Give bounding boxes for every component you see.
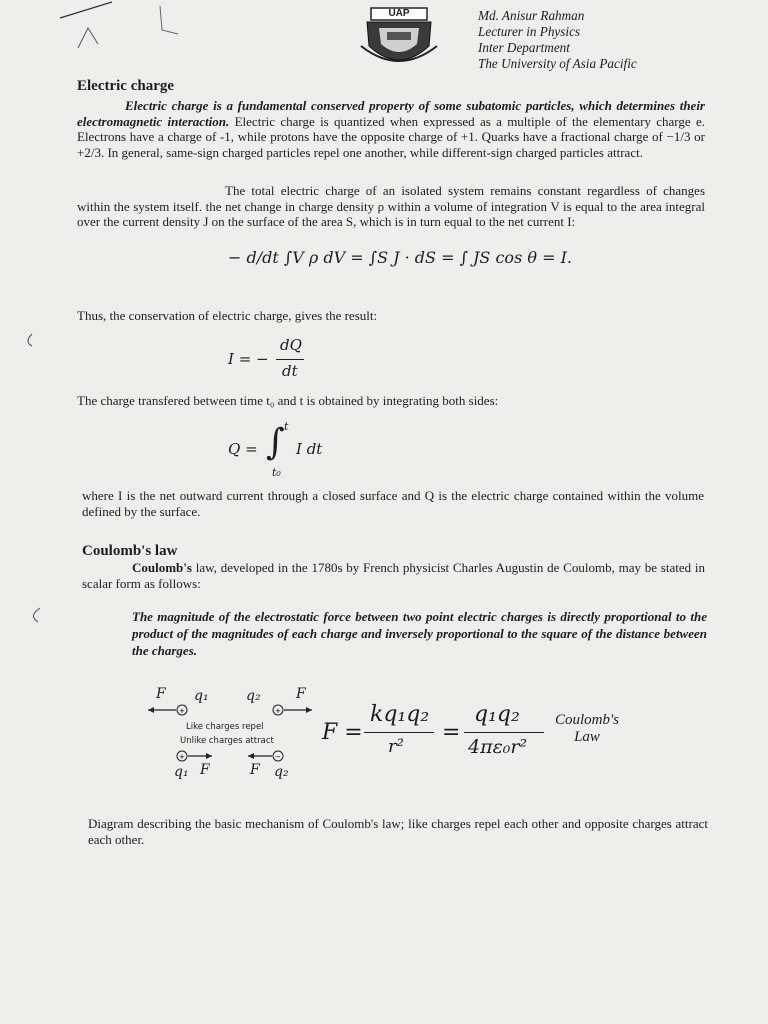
svg-text:+: +: [179, 753, 185, 761]
equation-continuity-lhs: − d/dt ∫V ρ dV: [228, 248, 346, 267]
coulomb-intro-rest: law, developed in the 1780s by French physicist Charles Augustin de Coulomb, may be stated in scalar form as follows:: [82, 560, 706, 591]
formula-frac1-denominator: r²: [388, 736, 404, 757]
diagram-caption: Diagram describing the basic mechanism of Coulomb's law; like charges repel each other and opposite charges attract each other.: [88, 816, 708, 847]
formula-frac2-numerator: q₁q₂: [474, 702, 520, 727]
section-title-coulombs-law: Coulomb's law: [82, 543, 178, 559]
margin-hole-mark-lower: [26, 606, 50, 630]
integral-sign: ∫: [266, 422, 285, 463]
author-header: [478, 8, 637, 72]
author-university: The University of Asia Pacific: [478, 56, 637, 71]
unlike-charges-label: Unlike charges attract: [180, 736, 274, 746]
equation-current-lhs: I = −: [228, 350, 269, 368]
charges-diagram-arrows: [140, 684, 320, 784]
definition-rest: Electric charge is quantized when expressed as a multiple of the elementary charge e. Electrons have a charge of -1, while protons have the opposite charge of +1. Quarks have a fractional charge of −1/3 or +2/3. In general, same-sign charged particles repel one another, while different-sign charged particles attract.: [77, 113, 706, 160]
coulomb-statement: The magnitude of the electrostatic force between two point electric charges is directly proportional to the product of the magnitudes of each charge and inversely proportional to the square of the distance between the charges.: [132, 609, 707, 658]
definition-bold: Electric charge is a fundamental conserved property of some subatomic particles, which determines their electromagnetic interaction.: [77, 98, 705, 129]
paragraph-where: where I is the net outward current through a closed surface and Q is the electric charge contained within the volume defined by the surface.: [82, 488, 704, 519]
diagram-force-right-bottom: F: [250, 762, 260, 778]
margin-hole-mark-upper: [22, 332, 42, 352]
equation-continuity: [228, 248, 572, 267]
section-title-electric-charge: Electric charge: [77, 78, 175, 94]
author-position: Lecturer in Physics: [478, 24, 581, 39]
formula-equals: =: [442, 720, 461, 745]
university-logo: [357, 6, 441, 72]
like-charges-label: Like charges repel: [186, 722, 264, 732]
integral-upper-limit: t: [284, 420, 289, 433]
diagram-q2-top: q₂: [246, 688, 261, 704]
paragraph-coulomb-intro: [82, 560, 705, 591]
integral-body: I dt: [296, 440, 323, 458]
svg-text:−: −: [275, 753, 281, 761]
fraction-bar: [276, 359, 304, 360]
logo-text: UAP: [388, 8, 410, 19]
diagram-force-right-top: F: [296, 686, 306, 702]
coulombs-law-label: [552, 712, 622, 746]
equation-continuity-mid: = ∫S J · dS: [350, 248, 436, 267]
equation-continuity-rhs: = ∫ JS cos θ = I.: [441, 248, 572, 267]
paragraph-integration: The charge transfered between time t₀ and t is obtained by integrating both sides:: [77, 393, 499, 408]
author-department: Inter Department: [478, 40, 570, 55]
paragraph-definition: [77, 98, 705, 160]
paragraph-thus: Thus, the conservation of electric charge, gives the result:: [77, 308, 378, 323]
formula-frac2-denominator: 4πε₀r²: [468, 736, 528, 758]
diagram-q2-bottom: q₂: [274, 764, 289, 780]
equation-current-numerator: dQ: [280, 336, 302, 354]
paragraph-conservation: The total electric charge of an isolated system remains constant regardless of changes within the system itself. the net change in charge density ρ within a volume of integration V is equal to the area integral over the current density J on the surface of the area S, which is in turn equal to the net current I:: [77, 183, 705, 230]
coulombs-law-label-line1: Coulomb's: [554, 712, 620, 728]
svg-text:+: +: [275, 707, 281, 715]
coulomb-intro-bold: Coulomb's: [132, 560, 192, 575]
formula-frac1-bar: [364, 732, 434, 733]
integral-lower-limit: t₀: [272, 466, 281, 479]
charges-diagram: [140, 684, 320, 784]
author-name: Md. Anisur Rahman: [478, 8, 585, 23]
equation-charge-lhs: Q =: [228, 440, 258, 458]
pen-scribble-mark: [30, 0, 180, 60]
diagram-q1-top: q₁: [194, 688, 209, 704]
formula-lhs: F =: [322, 720, 363, 745]
formula-frac2-bar: [464, 732, 544, 733]
formula-frac1-numerator: kq₁q₂: [370, 702, 430, 727]
svg-text:+: +: [179, 707, 185, 715]
diagram-q1-bottom: q₁: [174, 764, 189, 780]
diagram-force-left-bottom: F: [200, 762, 210, 778]
equation-current-denominator: dt: [282, 362, 298, 380]
coulombs-law-label-line2: Law: [574, 729, 600, 745]
diagram-force-left-top: F: [156, 686, 166, 702]
